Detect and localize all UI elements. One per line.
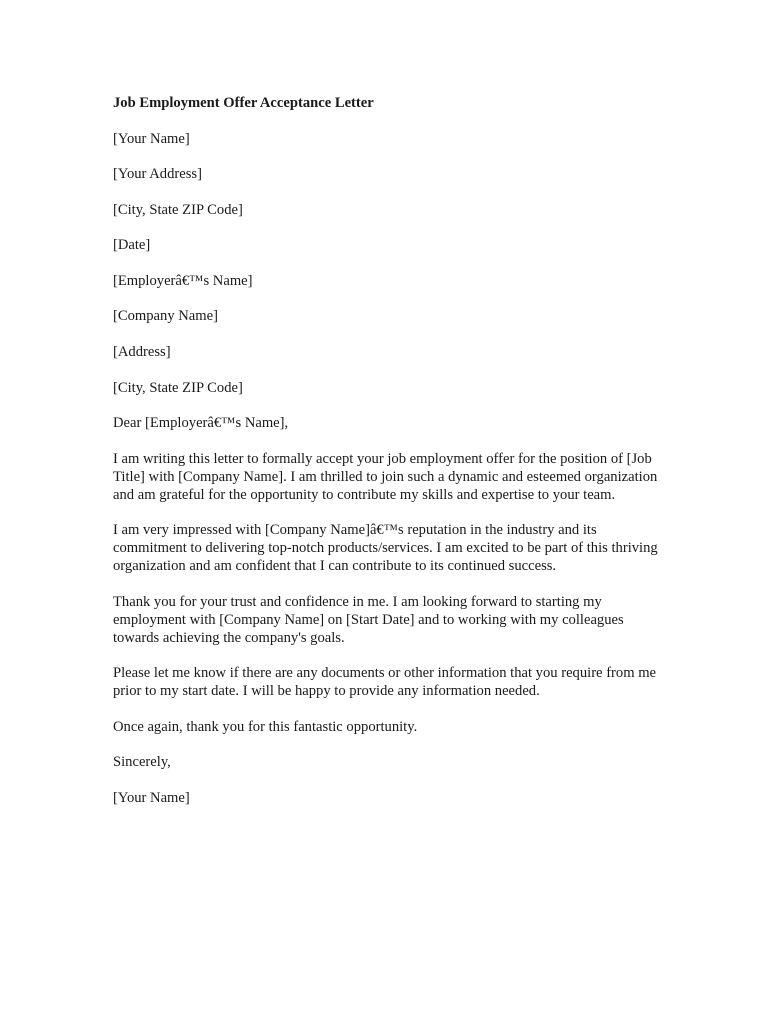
body-paragraph: Once again, thank you for this fantastic opportunity. — [113, 718, 418, 735]
company-address: [Address] — [113, 344, 171, 361]
body-paragraph: Please let me know if there are any documents or other information that you require from me prior to my start date. I will be happy to provide any information needed. — [113, 665, 657, 700]
letter-title: Job Employment Offer Acceptance Letter — [113, 95, 374, 111]
sender-name: [Your Name] — [113, 130, 190, 147]
body-paragraph: I am very impressed with [Company Name]â€™s reputation in the industry and its commitment to delivering top-notch products/services. I am excited to be part of this thriving organization and am confident that I can contribute to its continued success. — [113, 522, 658, 575]
sender-address: [Your Address] — [113, 166, 202, 183]
body-paragraph: Thank you for your trust and confidence in me. I am looking forward to starting my employment with [Company Name] on [Start Date] and to working with my colleagues towards achieving the company's goals. — [113, 593, 624, 646]
company-name: [Company Name] — [113, 308, 218, 325]
company-city-state-zip: [City, State ZIP Code] — [113, 379, 243, 396]
body-paragraph: I am writing this letter to formally accept your job employment offer for the position of [Job Title] with [Company Name]. I am thrilled to join such a dynamic and esteemed organization and am grateful for the opportunity to contribute my skills and expertise to your team. — [113, 450, 658, 503]
employer-name: [Employerâ€™s Name] — [113, 272, 253, 289]
letter-date: [Date] — [113, 237, 151, 254]
letter-body — [113, 94, 658, 825]
salutation: Dear [Employerâ€™s Name], — [113, 415, 289, 432]
closing: Sincerely, — [113, 754, 171, 771]
sender-city-state-zip: [City, State ZIP Code] — [113, 201, 243, 218]
signature-name: [Your Name] — [113, 789, 190, 806]
